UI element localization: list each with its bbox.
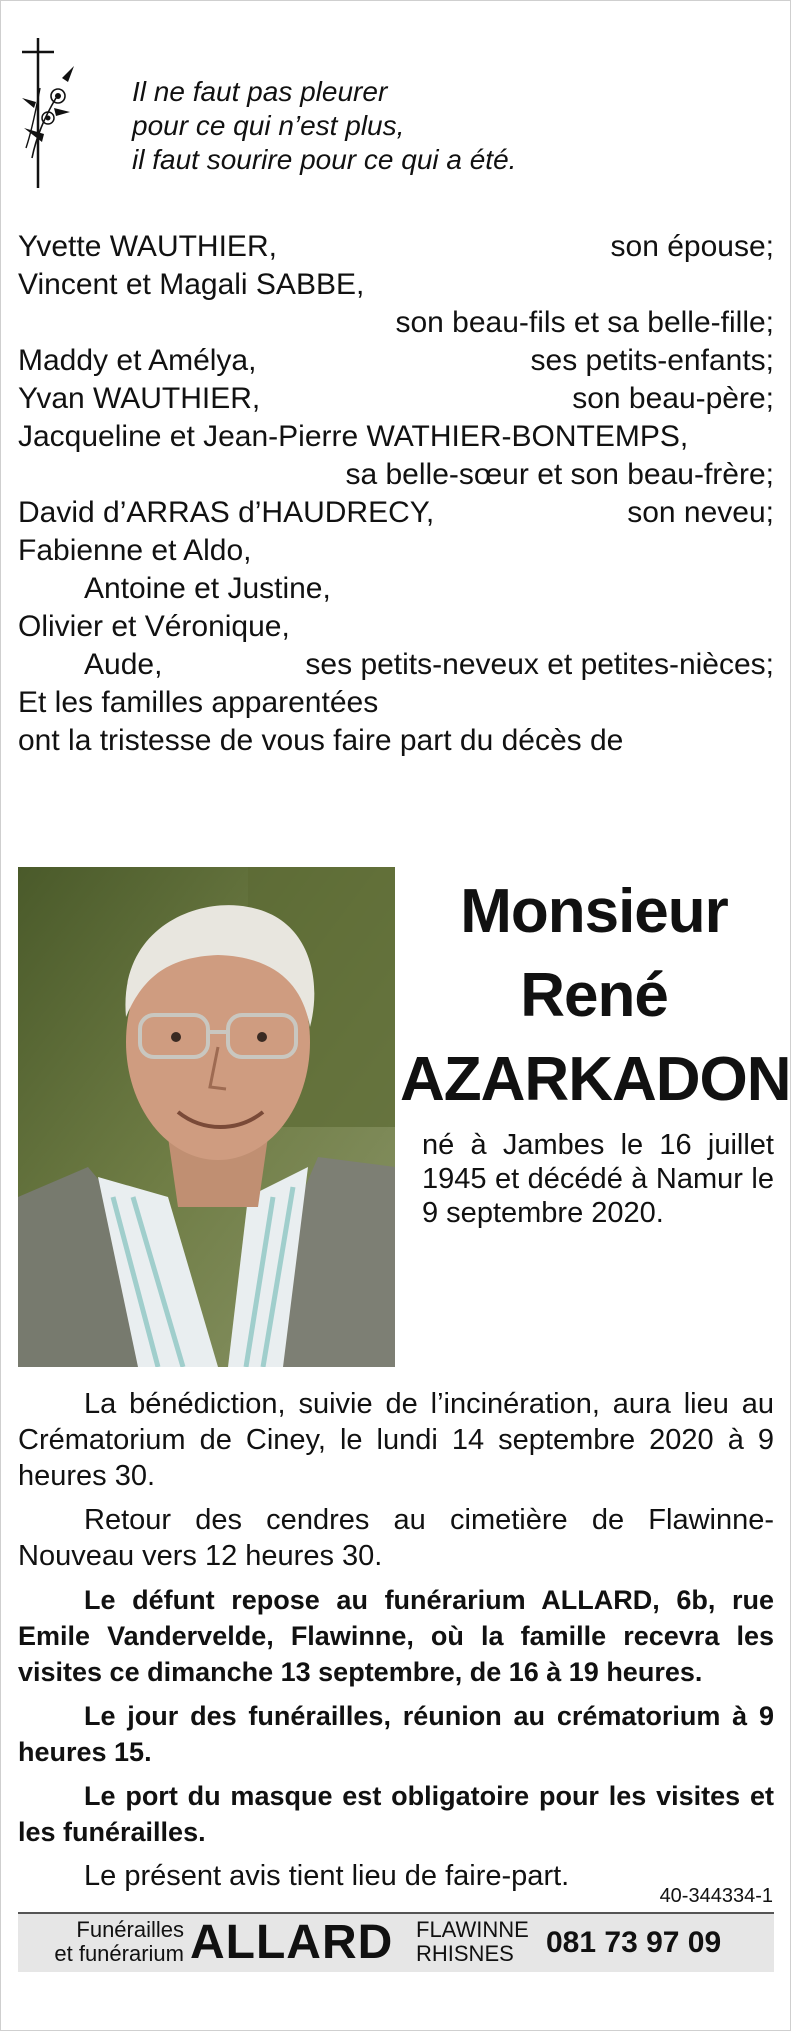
portrait-photo xyxy=(18,867,395,1367)
deceased-title: Monsieur xyxy=(460,877,728,946)
family-row xyxy=(18,494,774,532)
deceased-last-name: AZARKADON xyxy=(400,1045,791,1114)
family-row xyxy=(18,646,774,684)
mask-paragraph: Le port du masque est obligatoire pour les visites et les funérailles. xyxy=(18,1781,774,1847)
reference-number: 40-344334-1 xyxy=(659,1885,773,1907)
deceased-first-name: René xyxy=(520,961,668,1030)
family-name: Fabienne et Aldo, xyxy=(18,534,252,567)
family-relation: ses petits-neveux et petites-nièces; xyxy=(305,648,774,681)
banner-service-line: Funérailles xyxy=(76,1917,184,1942)
poem-line: pour ce qui n’est plus, xyxy=(132,110,405,141)
family-name: David d’ARRAS d’HAUDRECY, xyxy=(18,496,435,529)
family-relation: son beau-père; xyxy=(572,382,774,415)
family-name: Jacqueline et Jean-Pierre WATHIER-BONTEMPS, xyxy=(18,420,689,453)
family-list xyxy=(18,228,774,760)
family-name: Et les familles apparentées xyxy=(18,686,379,719)
deceased-name xyxy=(400,870,791,1122)
meeting-paragraph: Le jour des funérailles, réunion au crématorium à 9 heures 15. xyxy=(18,1701,774,1767)
family-relation: son neveu; xyxy=(627,496,774,529)
family-row xyxy=(18,380,774,418)
banner-phone: 081 73 97 09 xyxy=(546,1926,722,1959)
family-name: Vincent et Magali SABBE, xyxy=(18,268,365,301)
notice-paragraph: Le présent avis tient lieu de faire-part. xyxy=(84,1860,570,1892)
banner-place: FLAWINNE xyxy=(416,1917,529,1942)
family-name: Yvette WAUTHIER, xyxy=(18,230,277,263)
funeral-home-banner xyxy=(18,1912,774,1972)
family-relation: son épouse; xyxy=(610,230,774,263)
family-name: Yvan WAUTHIER, xyxy=(18,382,261,415)
family-name: Maddy et Amélya, xyxy=(18,344,257,377)
family-relation: son beau-fils et sa belle-fille; xyxy=(395,306,774,339)
family-name: Olivier et Véronique, xyxy=(18,610,290,643)
ceremony-details xyxy=(18,1386,774,1902)
ceremony-paragraph: La bénédiction, suivie de l’incinération, aura lieu au Crématorium de Ciney, le lundi 14 septembre 2020 à 9 heures 30. xyxy=(18,1388,774,1492)
banner-service-line: et funérarium xyxy=(54,1941,184,1966)
ashes-paragraph: Retour des cendres au cimetière de Flawinne-Nouveau vers 12 heures 30. xyxy=(18,1504,774,1572)
family-name: Antoine et Justine, xyxy=(84,572,331,605)
poem xyxy=(132,75,516,177)
family-relation: ses petits-enfants; xyxy=(530,344,774,377)
birth-death-text: né à Jambes le 16 juillet 1945 et décédé à Namur le 9 septembre 2020. xyxy=(422,1129,774,1229)
funerarium-paragraph: Le défunt repose au funérarium ALLARD, 6b, rue Emile Vandervelde, Flawinne, où la famille recevra les visites ce dimanche 13 septembre, de 16 à 19 heures. xyxy=(18,1585,774,1687)
poem-line: Il ne faut pas pleurer xyxy=(132,76,388,107)
poem-line: il faut sourire pour ce qui a été. xyxy=(132,144,517,175)
announcement-line: ont la tristesse de vous faire part du décès de xyxy=(18,724,624,757)
banner-brand: ALLARD xyxy=(190,1916,394,1969)
family-row xyxy=(18,228,774,266)
family-name: Aude, xyxy=(84,648,163,681)
family-relation: sa belle-sœur et son beau-frère; xyxy=(345,458,774,491)
cross-icon xyxy=(14,38,84,188)
banner-place: RHISNES xyxy=(416,1941,514,1966)
family-row xyxy=(18,342,774,380)
